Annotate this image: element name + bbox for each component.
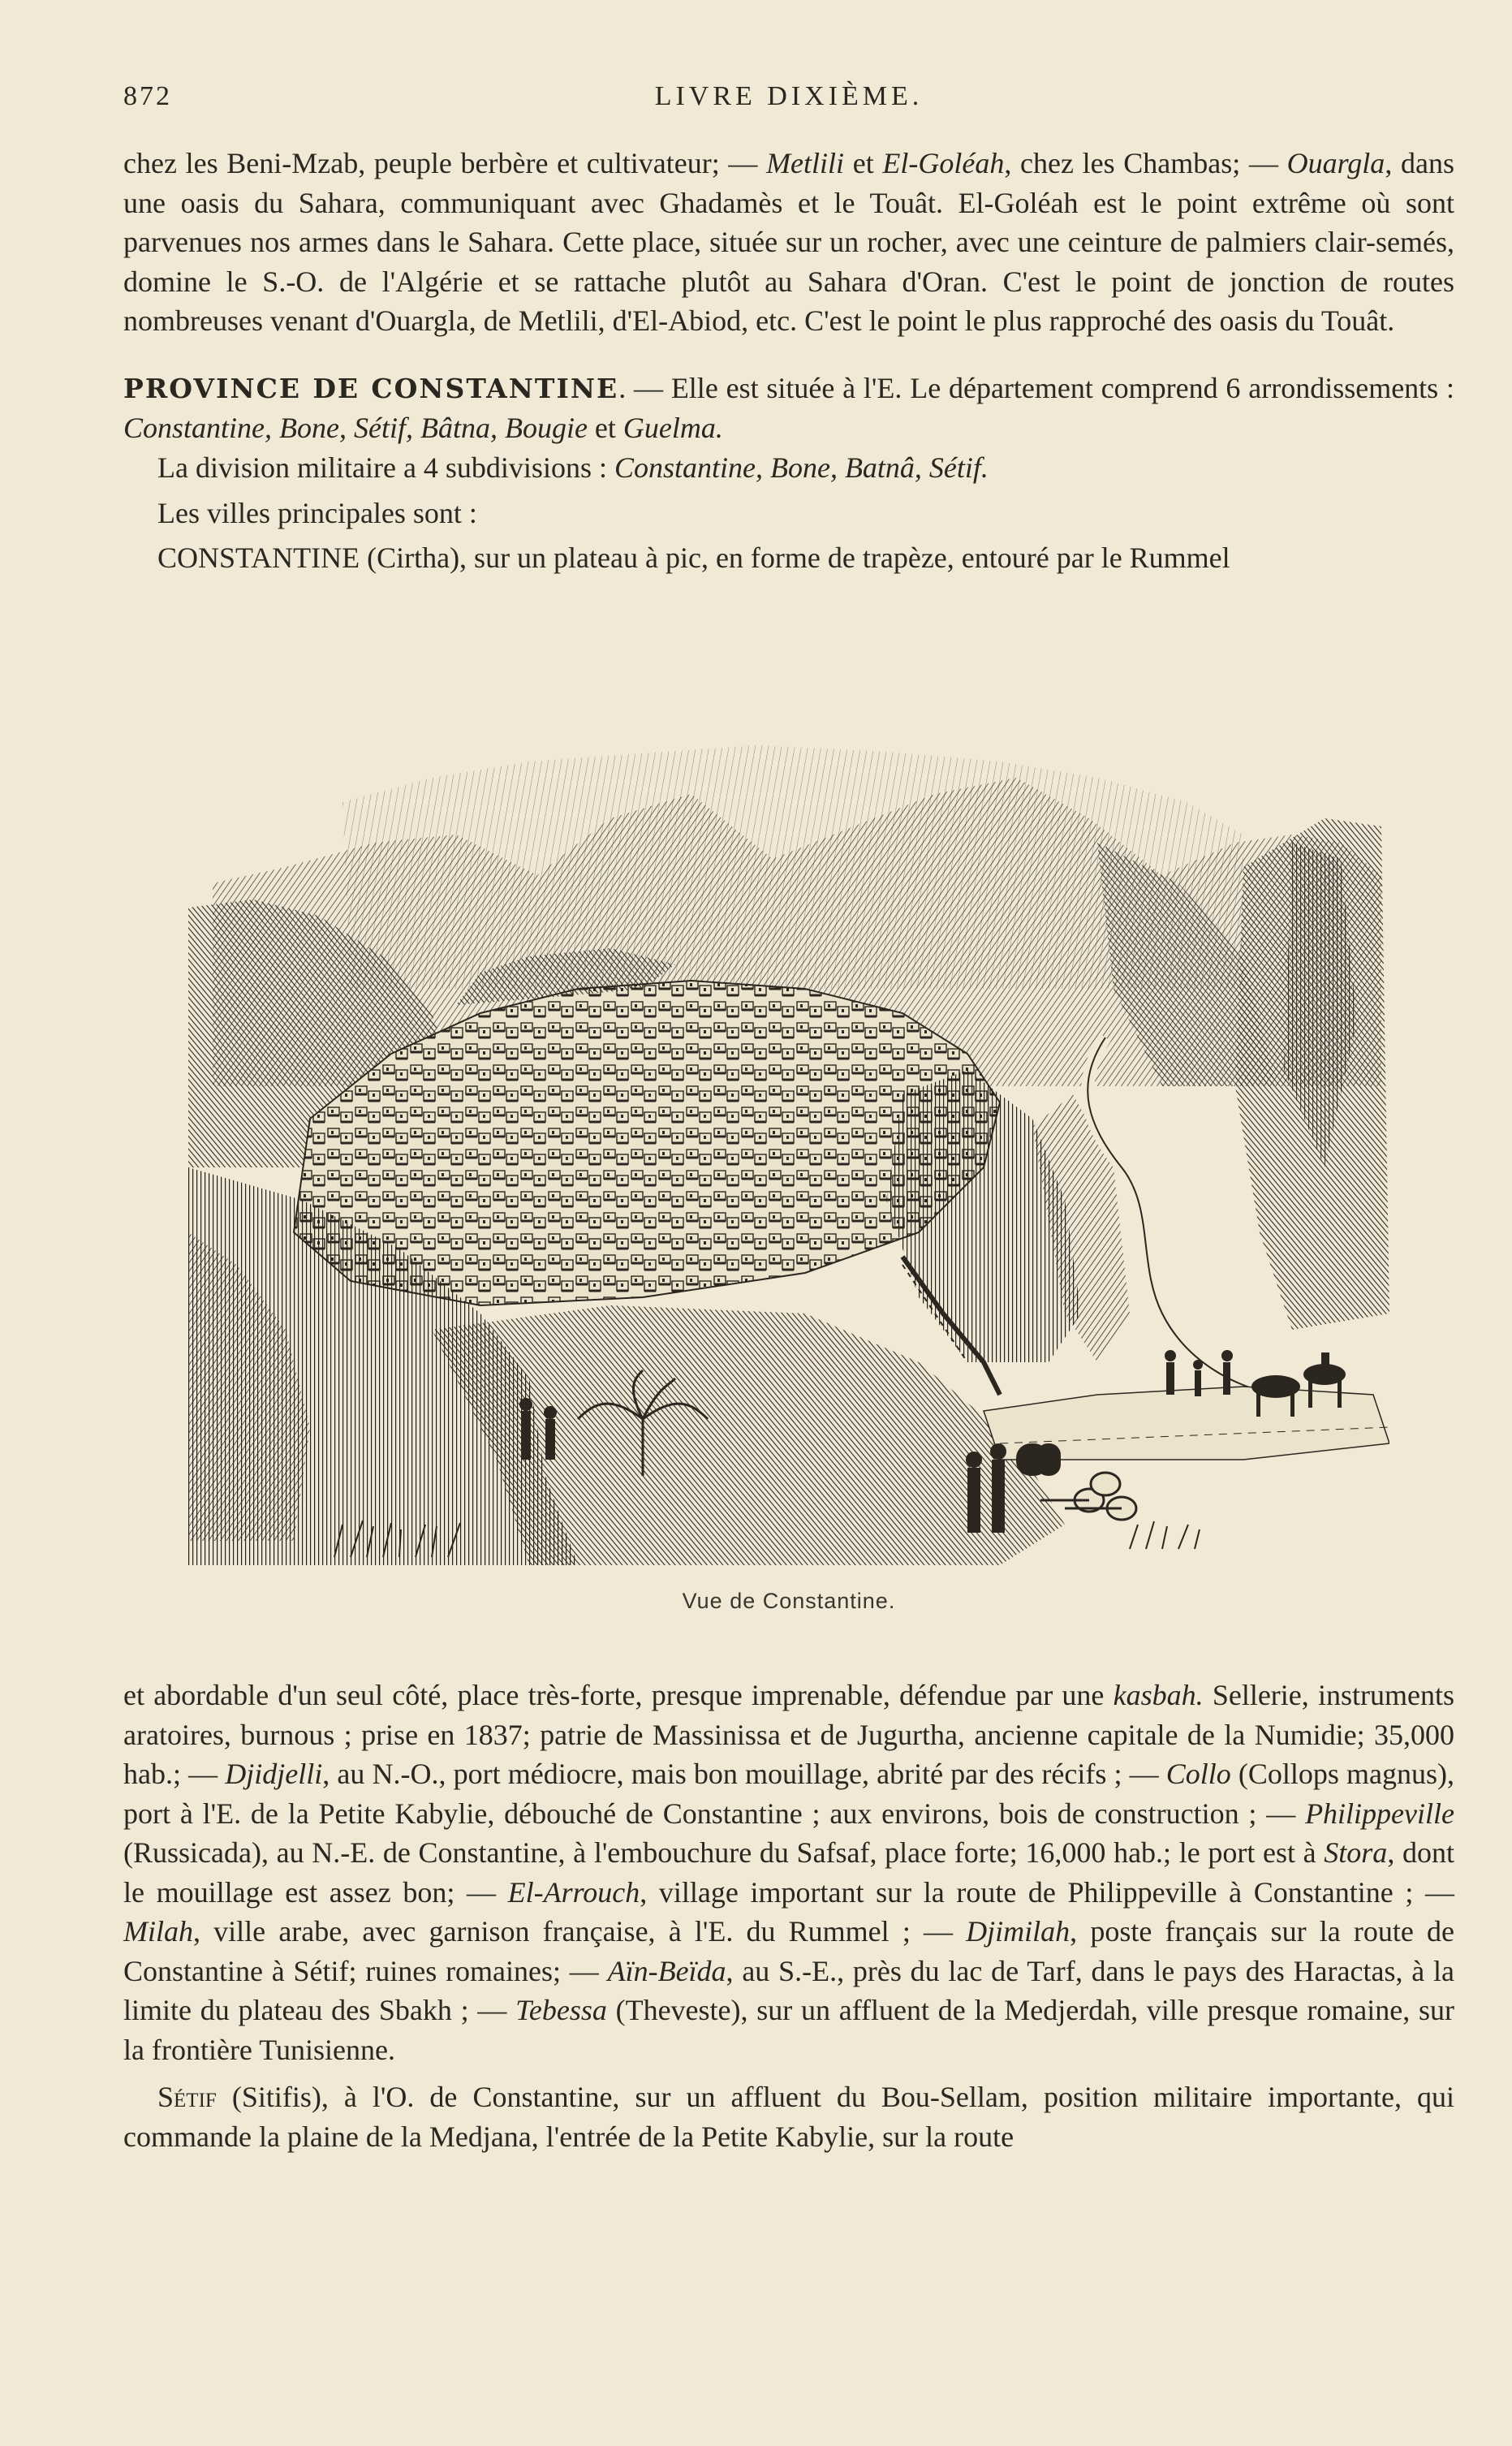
upper-text-block <box>123 144 1454 577</box>
running-title: LIVRE DIXIÈME. <box>654 81 924 111</box>
province-heading: PROVINCE DE CONSTANTINE <box>123 372 619 404</box>
figure-caption: Vue de Constantine. <box>682 1589 896 1613</box>
setif-smallcaps: Sétif <box>157 2081 217 2113</box>
paragraph-division: La division militaire a 4 subdivisions : Constantine, Bone, Batnâ, Sétif. <box>157 451 989 484</box>
paragraph-province: PROVINCE DE CONSTANTINE. — Elle est située à l'E. Le département comprend 6 arrondissements : Constantine, Bone, Sétif, Bâtna, Bougie et Guelma. <box>123 371 1454 444</box>
paragraph-constantine: CONSTANTINE (Cirtha), sur un plateau à pic, en forme de trapèze, entouré par le Rummel <box>157 541 1230 574</box>
lower-text-block <box>123 1676 1454 2156</box>
paragraph-constantine-continued: et abordable d'un seul côté, place très-forte, presque imprenable, défendue par une kasbah. Sellerie, instruments aratoires, burnous ; prise en 1837; patrie de Massinissa et de Jugurtha, ancienne capitale de la Numidie; 35,000 hab.; — Djidjelli, au N.-O., port médiocre, mais bon mouillage, abrité par des récifs ; — Collo (Collops magnus), port à l'E. de la Petite Kabylie, débouché de Constantine ; aux environs, bois de construction ; — Philippeville (Russicada), au N.-E. de Constantine, à l'embouchure du Safsaf, place forte; 16,000 hab.; le port est à Stora, dont le mouillage est assez bon; — El-Arrouch, village important sur la route de Philippeville à Constantine ; — Milah, ville arabe, avec garnison française, à l'E. du Rummel ; — Djimilah, poste français sur la route de Constantine à Sétif; ruines romaines; — Aïn-Beïda, au S.-E., près du lac de Tarf, dans le pays des Haractas, à la limite du plateau des Sbakh ; — Tebessa (Theveste), sur un affluent de la Medjerdah, ville presque romaine, sur la frontière Tunisienne. <box>123 1679 1455 2066</box>
page-header <box>123 81 1454 122</box>
engraving-illustration <box>188 745 1389 1565</box>
paragraph-sahara: chez les Beni-Mzab, peuple berbère et cultivateur; — Metlili et El-Goléah, chez les Chambas; — Ouargla, dans une oasis du Sahara, communiquant avec Ghadamès et le Touât. El-Goléah est le point extrême où sont parvenues nos armes dans le Sahara. Cette place, située sur un rocher, avec une ceinture de palmiers clair-semés, domine le S.-O. de l'Algérie et se rattache plutôt au Sahara d'Oran. C'est le point de jonction de routes nombreuses venant d'Ouargla, de Metlili, d'El-Abiod, etc. C'est le point le plus rapproché des oasis du Touât. <box>123 147 1454 337</box>
paragraph-setif: Sétif (Sitifis), à l'O. de Constantine, sur un affluent du Bou-Sellam, position militaire importante, qui commande la plaine de la Medjana, l'entrée de la Petite Kabylie, sur la route <box>123 2081 1454 2153</box>
paragraph-villes: Les villes principales sont : <box>157 497 477 529</box>
engraving-view-of-constantine <box>188 745 1389 1565</box>
page-number: 872 <box>123 81 172 111</box>
